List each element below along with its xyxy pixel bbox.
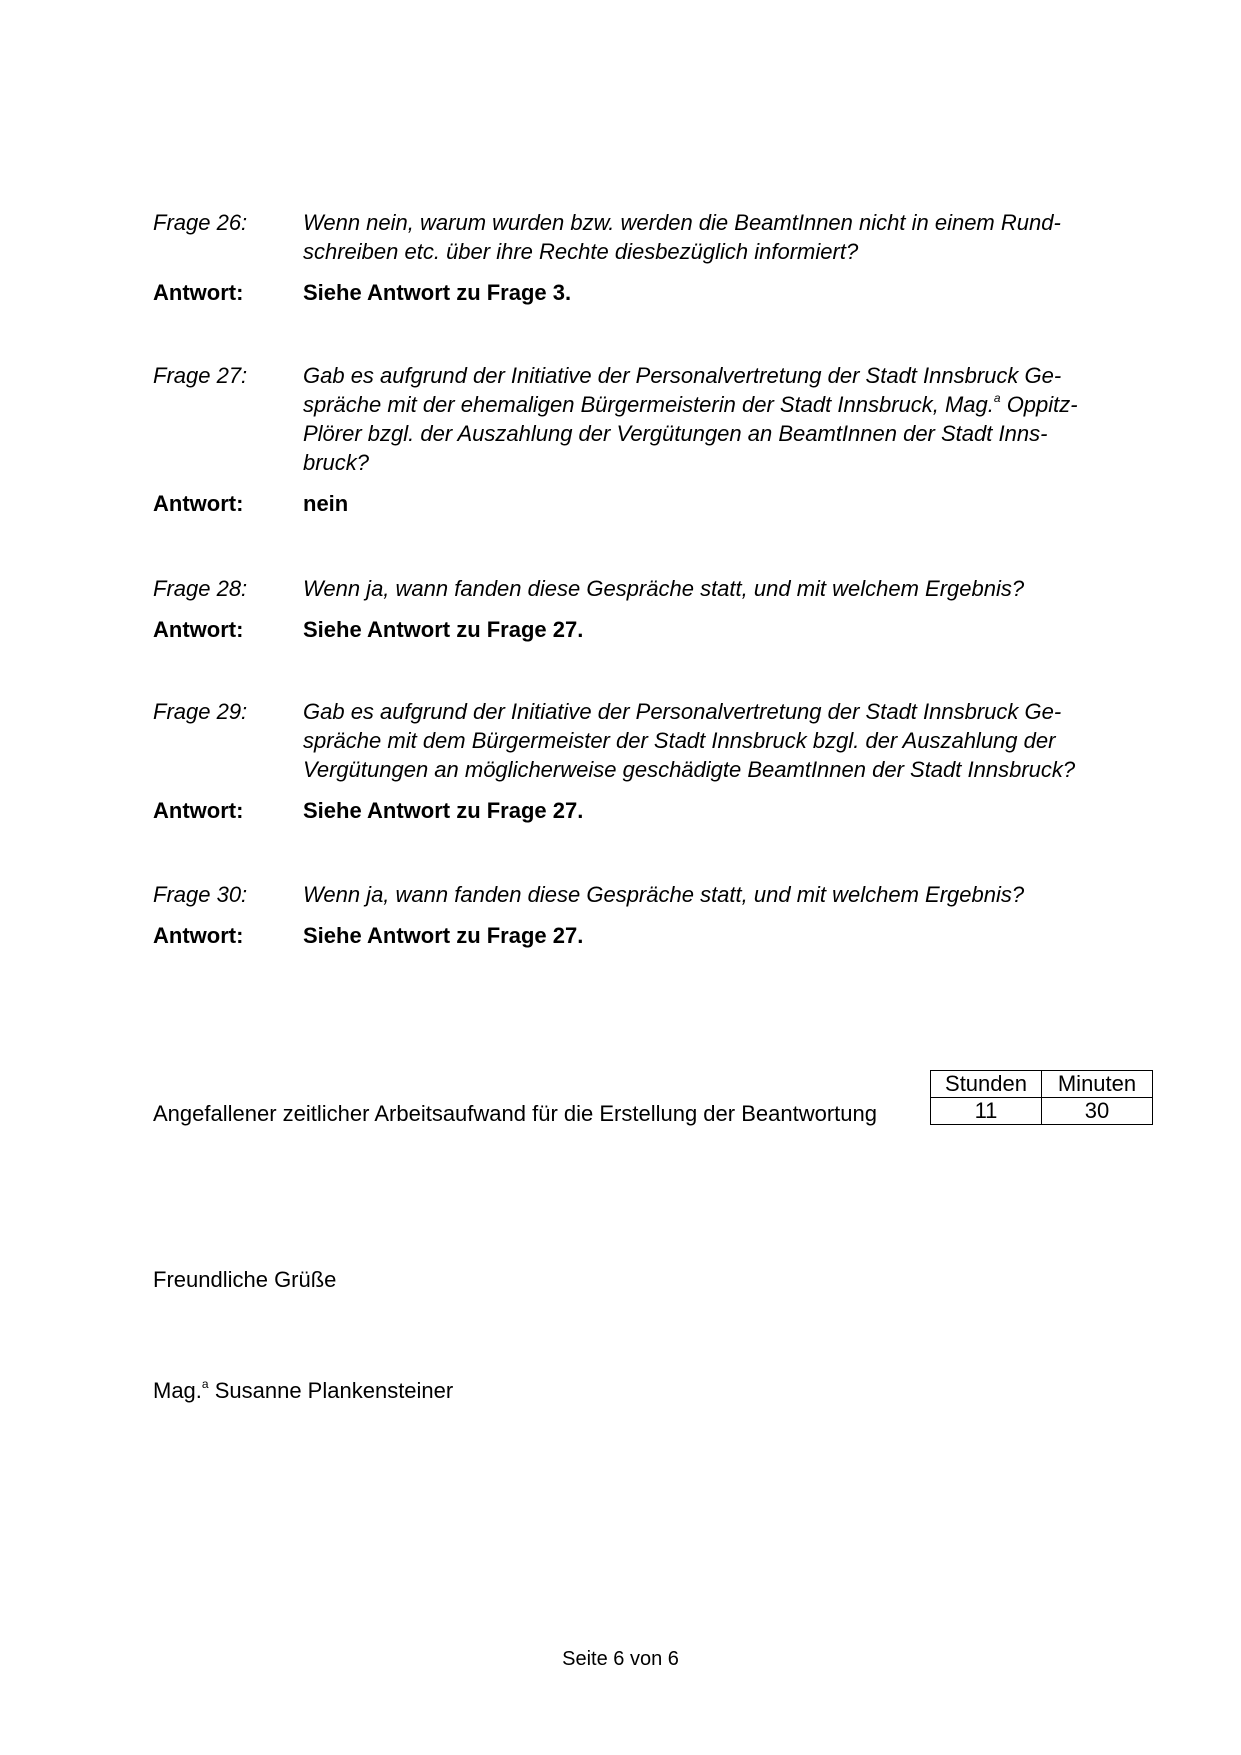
effort-header-row <box>931 1071 1153 1098</box>
question-label: Frage 27: <box>153 363 248 388</box>
question-label: Frage 29: <box>153 699 248 724</box>
answer-row <box>153 278 1113 307</box>
question-row <box>153 208 1113 266</box>
answer-label: Antwort: <box>153 923 244 948</box>
answer-label: Antwort: <box>153 491 244 516</box>
hours-value: 11 <box>931 1098 1042 1125</box>
answer-label: Antwort: <box>153 280 244 305</box>
question-text: Gab es aufgrund der Initiative der Personalvertretung der Stadt Innsbruck Ge- spräche mit der ehemaligen Bürgermeisterin der Stadt Innsbruck, Mag.$^a$ Oppitz- Plörer bzgl. der Auszahlung der Vergütungen an BeamtInnen der Stadt Inns- bruck? <box>303 363 1078 475</box>
question-text: Wenn nein, warum wurden bzw. werden die BeamtInnen nicht in einem Rund- schreiben etc. über ihre Rechte diesbezüglich informiert? <box>303 210 1061 264</box>
answer-label: Antwort: <box>153 617 244 642</box>
question-text: Wenn ja, wann fanden diese Gespräche statt, und mit welchem Ergebnis? <box>303 882 1025 907</box>
answer-text: Siehe Antwort zu Frage 27. <box>303 923 584 948</box>
question-label: Frage 26: <box>153 210 248 235</box>
answer-text: Siehe Antwort zu Frage 27. <box>303 798 584 823</box>
answer-text: Siehe Antwort zu Frage 3. <box>303 280 572 305</box>
qa-frage-26 <box>153 208 1113 307</box>
qa-frage-27 <box>153 361 1113 518</box>
answer-label: Antwort: <box>153 798 244 823</box>
qa-frage-28 <box>153 574 1113 644</box>
answer-row <box>153 796 1113 825</box>
question-row <box>153 574 1113 603</box>
qa-frage-30 <box>153 880 1113 950</box>
minutes-header: Minuten <box>1042 1071 1153 1098</box>
effort-label: Angefallener zeitlicher Arbeitsaufwand für die Erstellung der Beantwortung <box>153 1101 877 1126</box>
question-row <box>153 697 1113 784</box>
answer-row <box>153 615 1113 644</box>
effort-table <box>930 1070 1153 1125</box>
answer-row <box>153 489 1113 518</box>
question-label: Frage 30: <box>153 882 248 907</box>
question-label: Frage 28: <box>153 576 248 601</box>
signature-name: Mag.$^a$ Susanne Plankensteiner <box>153 1376 454 1403</box>
closing-greeting: Freundliche Grüße <box>153 1267 337 1292</box>
page-number: Seite 6 von 6 <box>562 1648 679 1670</box>
question-text: Wenn ja, wann fanden diese Gespräche statt, und mit welchem Ergebnis? <box>303 576 1025 601</box>
hours-header: Stunden <box>931 1071 1042 1098</box>
question-row <box>153 361 1113 477</box>
answer-text: Siehe Antwort zu Frage 27. <box>303 617 584 642</box>
qa-frage-29 <box>153 697 1113 825</box>
effort-value-row <box>931 1098 1153 1125</box>
minutes-value: 30 <box>1042 1098 1153 1125</box>
answer-row <box>153 921 1113 950</box>
question-row <box>153 880 1113 909</box>
question-text: Gab es aufgrund der Initiative der Personalvertretung der Stadt Innsbruck Ge- spräche mit dem Bürgermeister der Stadt Innsbruck bzgl. der Auszahlung der Vergütungen an möglicherweise geschädigte BeamtInnen der Stadt Innsbruck? <box>303 699 1076 782</box>
answer-text: nein <box>303 491 349 516</box>
